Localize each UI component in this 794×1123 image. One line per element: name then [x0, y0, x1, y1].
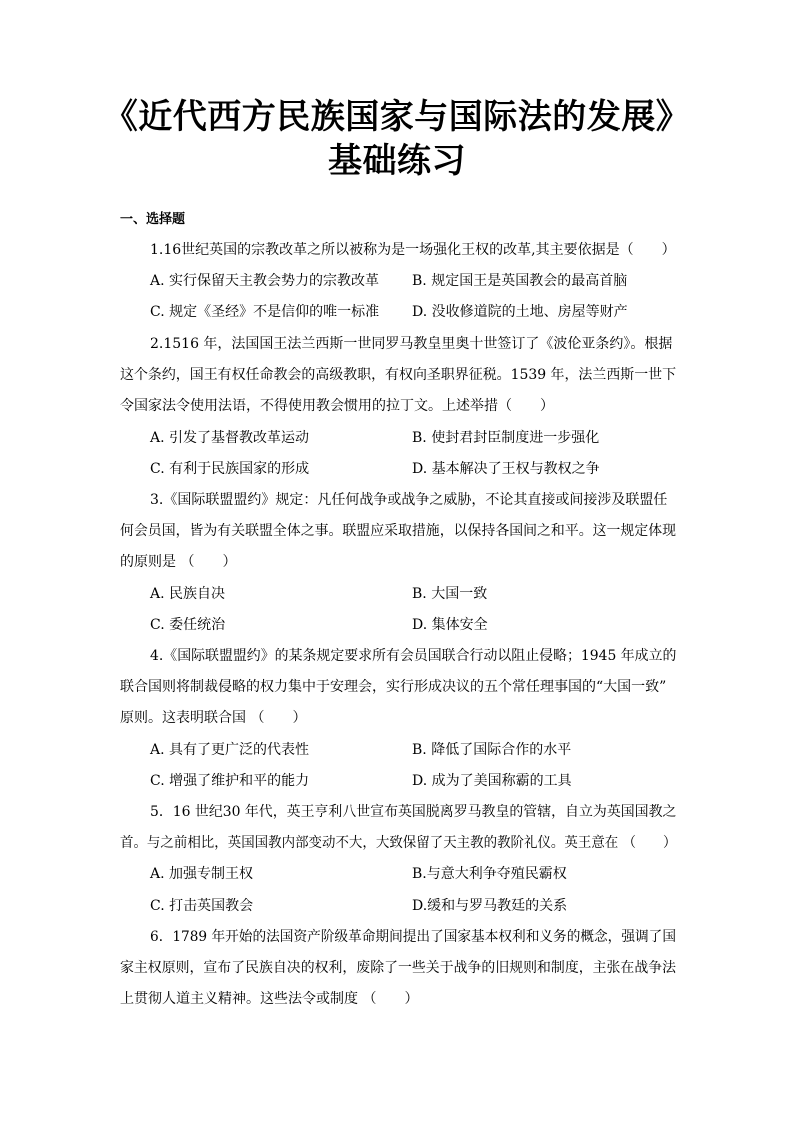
- question-text: 首。与之前相比，英国国教内部变动不大，大致保留了天主教的教阶礼仪。英王意在 （ ）: [120, 835, 677, 851]
- question-text: 的原则是 （ ）: [120, 554, 237, 570]
- option-d: D. 成为了美国称霸的工具: [412, 773, 572, 789]
- option-b: B. 使封君封臣制度进一步强化: [412, 430, 600, 446]
- option-d: D. 基本解决了王权与教权之争: [412, 461, 600, 477]
- option-c: C. 打击英国教会: [150, 898, 254, 914]
- option-a: A. 引发了基督教改革运动: [150, 430, 310, 446]
- question-text: 4.《国际联盟盟约》的某条规定要求所有会员国联合行动以阻止侵略；1945 年成立的: [150, 648, 677, 664]
- option-c: C. 规定《圣经》不是信仰的唯一标准: [150, 304, 380, 320]
- option-b: B. 大国一致: [412, 586, 488, 602]
- option-d: D. 集体安全: [412, 617, 488, 633]
- option-b: B. 降低了国际合作的水平: [412, 742, 572, 758]
- option-a: A. 民族自决: [150, 586, 226, 602]
- question-text: 这个条约，国王有权任命教会的高级教职，有权向圣职界征税。1539 年，法兰西斯一世下: [120, 367, 677, 383]
- option-c: C. 有利于民族国家的形成: [150, 461, 310, 477]
- option-d: D.缓和与罗马教廷的关系: [412, 898, 568, 914]
- question-text: 家主权原则，宣布了民族自决的权利，废除了一些关于战争的旧规则和制度，主张在战争法: [120, 960, 677, 976]
- option-c: C. 委任统治: [150, 617, 226, 633]
- option-b: B.与意大利争夺殖民霸权: [412, 866, 567, 882]
- option-a: A. 加强专制王权: [150, 866, 254, 882]
- question-text: 原则。这表明联合国 （ ）: [120, 710, 307, 726]
- question-text: 联合国则将制裁侵略的权力集中于安理会，实行形成决议的五个常任理事国的“大国一致”: [120, 679, 667, 695]
- question-text: 3.《国际联盟盟约》规定：凡任何战争或战争之威胁，不论其直接或间接涉及联盟任: [150, 492, 668, 508]
- page-title-line-1: 《近代西方民族国家与国际法的发展》: [103, 97, 691, 137]
- option-d: D. 没收修道院的土地、房屋等财产: [412, 304, 628, 320]
- question-text: 6．1789 年开始的法国资产阶级革命期间提出了国家基本权利和义务的概念，强调了国: [150, 929, 676, 945]
- question-text: 5．16 世纪30 年代，英王亨利八世宣布英国脱离罗马教皇的管辖，自立为英国国教之: [150, 804, 677, 820]
- question-text: 何会员国，皆为有关联盟全体之事。联盟应采取措施，以保持各国间之和平。这一规定体现: [120, 523, 677, 539]
- section-heading: 一、选择题: [120, 212, 186, 227]
- question-text: 1.16世纪英国的宗教改革之所以被称为是一场强化王权的改革,其主要依据是（ ）: [150, 242, 676, 258]
- option-b: B. 规定国王是英国教会的最高首脑: [412, 273, 628, 289]
- question-text: 上贯彻人道主义精神。这些法令或制度 （ ）: [120, 991, 419, 1007]
- question-text: 令国家法令使用法语，不得使用教会惯用的拉丁文。上述举措（ ）: [120, 398, 554, 414]
- option-c: C. 增强了维护和平的能力: [150, 773, 310, 789]
- page-title-line-2: 基础练习: [328, 141, 466, 181]
- option-a: A. 具有了更广泛的代表性: [150, 742, 310, 758]
- question-text: 2.1516 年，法国国王法兰西斯一世同罗马教皇里奥十世签订了《波伦亚条约》。根据: [150, 336, 673, 352]
- option-a: A. 实行保留天主教会势力的宗教改革: [150, 273, 380, 289]
